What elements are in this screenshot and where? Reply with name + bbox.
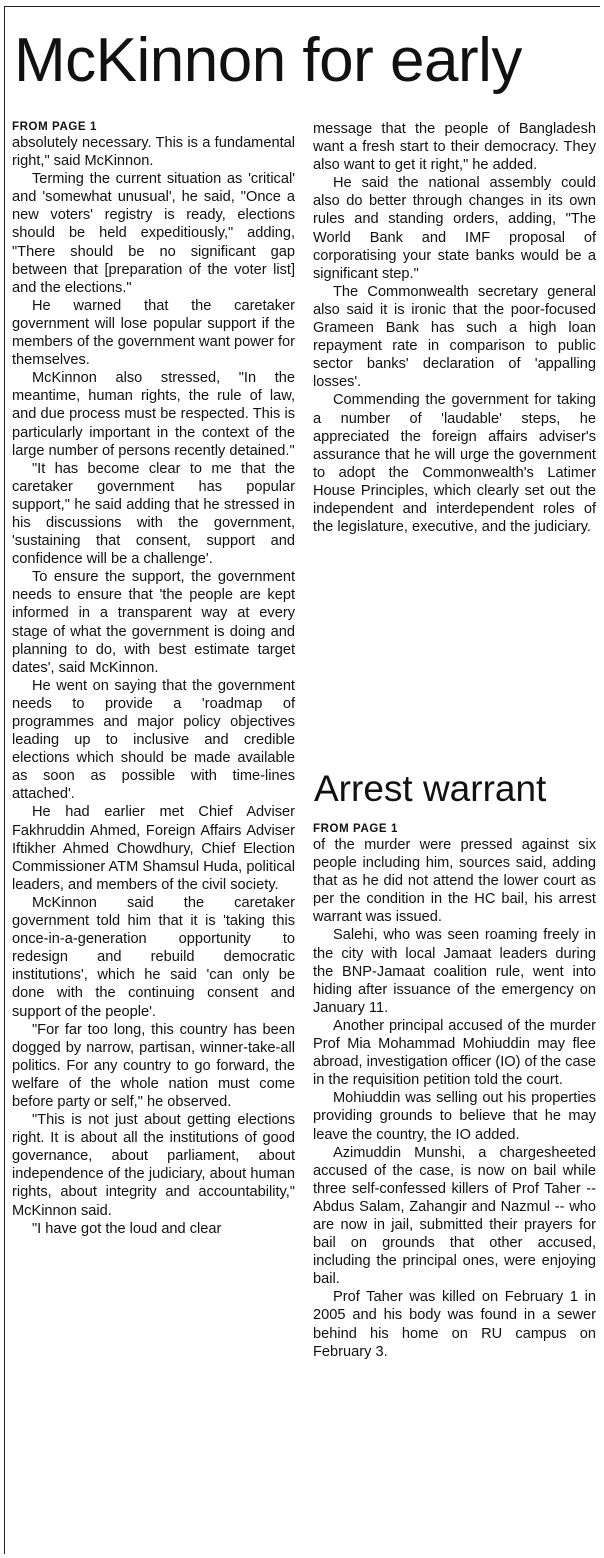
article-headline: McKinnon for early	[14, 26, 522, 95]
arrest-warrant-column	[313, 822, 596, 1361]
article-paragraph: He said the national assembly could also do better through changes in its own rules and standing orders, adding, "The World Bank and IMF proposal of corporatising your state banks would be a significant step."	[313, 175, 596, 282]
article-kicker: FROM PAGE 1	[12, 121, 97, 133]
article-paragraph: Salehi, who was seen roaming freely in the city with local Jamaat leaders during the BNP-Jamaat coalition rule, went into hiding after issuance of the emergency on January 11.	[313, 927, 596, 1016]
article-paragraph: "This is not just about getting elections right. It is about all the institutions of good governance, about parliament, about independence of the judiciary, about human rights, about integrity and accountability," McKinnon said.	[12, 1112, 295, 1219]
article-paragraph: of the murder were pressed against six people including him, sources said, adding that as he did not attend the lower court as per the condition in the HC bail, his arrest warrant was issued.	[313, 837, 596, 926]
article-paragraph: Another principal accused of the murder Prof Mia Mohammad Mohiuddin may flee abroad, investigation officer (IO) of the case in the requisition petition told the court.	[313, 1017, 596, 1089]
article-paragraph: "I have got the loud and clear	[32, 1220, 222, 1237]
arrest-warrant-kicker: FROM PAGE 1	[313, 823, 398, 835]
arrest-warrant-headline: Arrest warrant	[314, 768, 547, 809]
article-paragraph: absolutely necessary. This is a fundamental right," said McKinnon.	[12, 135, 295, 170]
article-column-1	[12, 120, 295, 1238]
top-border-rule	[4, 6, 600, 7]
article-paragraph: Mohiuddin was selling out his properties providing grounds to believe that he may leave the country, the IO added.	[313, 1090, 596, 1143]
article-paragraph: Azimuddin Munshi, a chargesheeted accused of the case, is now on bail while three self-confessed killers of Prof Taher -- Abdus Salam, Zahangir and Nazmul -- who are now in jail, submitted their prayers for bail on grounds that other accused, including the principal ones, were enjoying bail.	[313, 1144, 596, 1288]
article-paragraph: "For far too long, this country has been dogged by narrow, partisan, winner-take-all politics. For any country to go forward, the welfare of the whole nation must come before party or self," he observed.	[12, 1021, 295, 1110]
article-paragraph: He warned that the caretaker government will lose popular support if the members of the government want power for themselves.	[12, 297, 295, 369]
article-paragraph: McKinnon said the caretaker government told him that it is 'taking this once-in-a-generation opportunity to redesign and rebuild democratic institutions', which he said 'can only be done with the continuing consent and support of the people'.	[12, 894, 295, 1020]
article-paragraph: He went on saying that the government needs to provide a 'roadmap of programmes and major policy objectives leading up to inclusive and credible elections which should be made available as soon as possible with time-lines attached'.	[12, 677, 295, 803]
left-border-rule	[4, 6, 5, 1554]
article-paragraph: message that the people of Bangladesh want a fresh start to their democracy. They also want to get it right," he added.	[313, 121, 596, 174]
article-paragraph: The Commonwealth secretary general also said it is ironic that the poor-focused Grameen Bank has such a high loan repayment rate in comparison to public sector banks' declaration of 'appalling losses'.	[313, 283, 596, 391]
article-paragraph: Terming the current situation as 'critical' and 'somewhat unusual', he said, "Once a new voters' registry is ready, elections should be held expeditiously," adding, "There should be no significant gap between that [preparation of the voter list] and the elections."	[12, 171, 295, 296]
article-paragraph: To ensure the support, the government needs to ensure that 'the people are kept informed in a transparent way at every stage of what the government is doing and planning to do, with best estimate target dates', said McKinnon.	[12, 569, 295, 676]
article-paragraph: He had earlier met Chief Adviser Fakhruddin Ahmed, Foreign Affairs Adviser Iftikher Ahmed Chowdhury, Chief Election Commissioner ATM Shamsul Huda, political leaders, and members of the civil society.	[12, 804, 295, 893]
article-paragraph: McKinnon also stressed, "In the meantime, human rights, the rule of law, and due process must be respected. This is particularly important in the context of the large number of persons recently detained."	[12, 370, 295, 459]
article-paragraph: "It has become clear to me that the caretaker government has popular support," he said adding that he stressed in his discussions with the government, 'sustaining that consent, support and confidence will be a challenge'.	[12, 460, 295, 568]
article-column-2	[313, 120, 596, 536]
article-paragraph: Prof Taher was killed on February 1 in 2005 and his body was found in a sewer behind his home on RU campus on February 3.	[313, 1289, 596, 1360]
article-paragraph: Commending the government for taking a number of 'laudable' steps, he appreciated the foreign affairs adviser's assurance that he will urge the government to adopt the Commonwealth's Latimer House Principles, which clearly set out the independent and interdependent roles of the legislature, executive, and the judiciary.	[313, 392, 596, 536]
